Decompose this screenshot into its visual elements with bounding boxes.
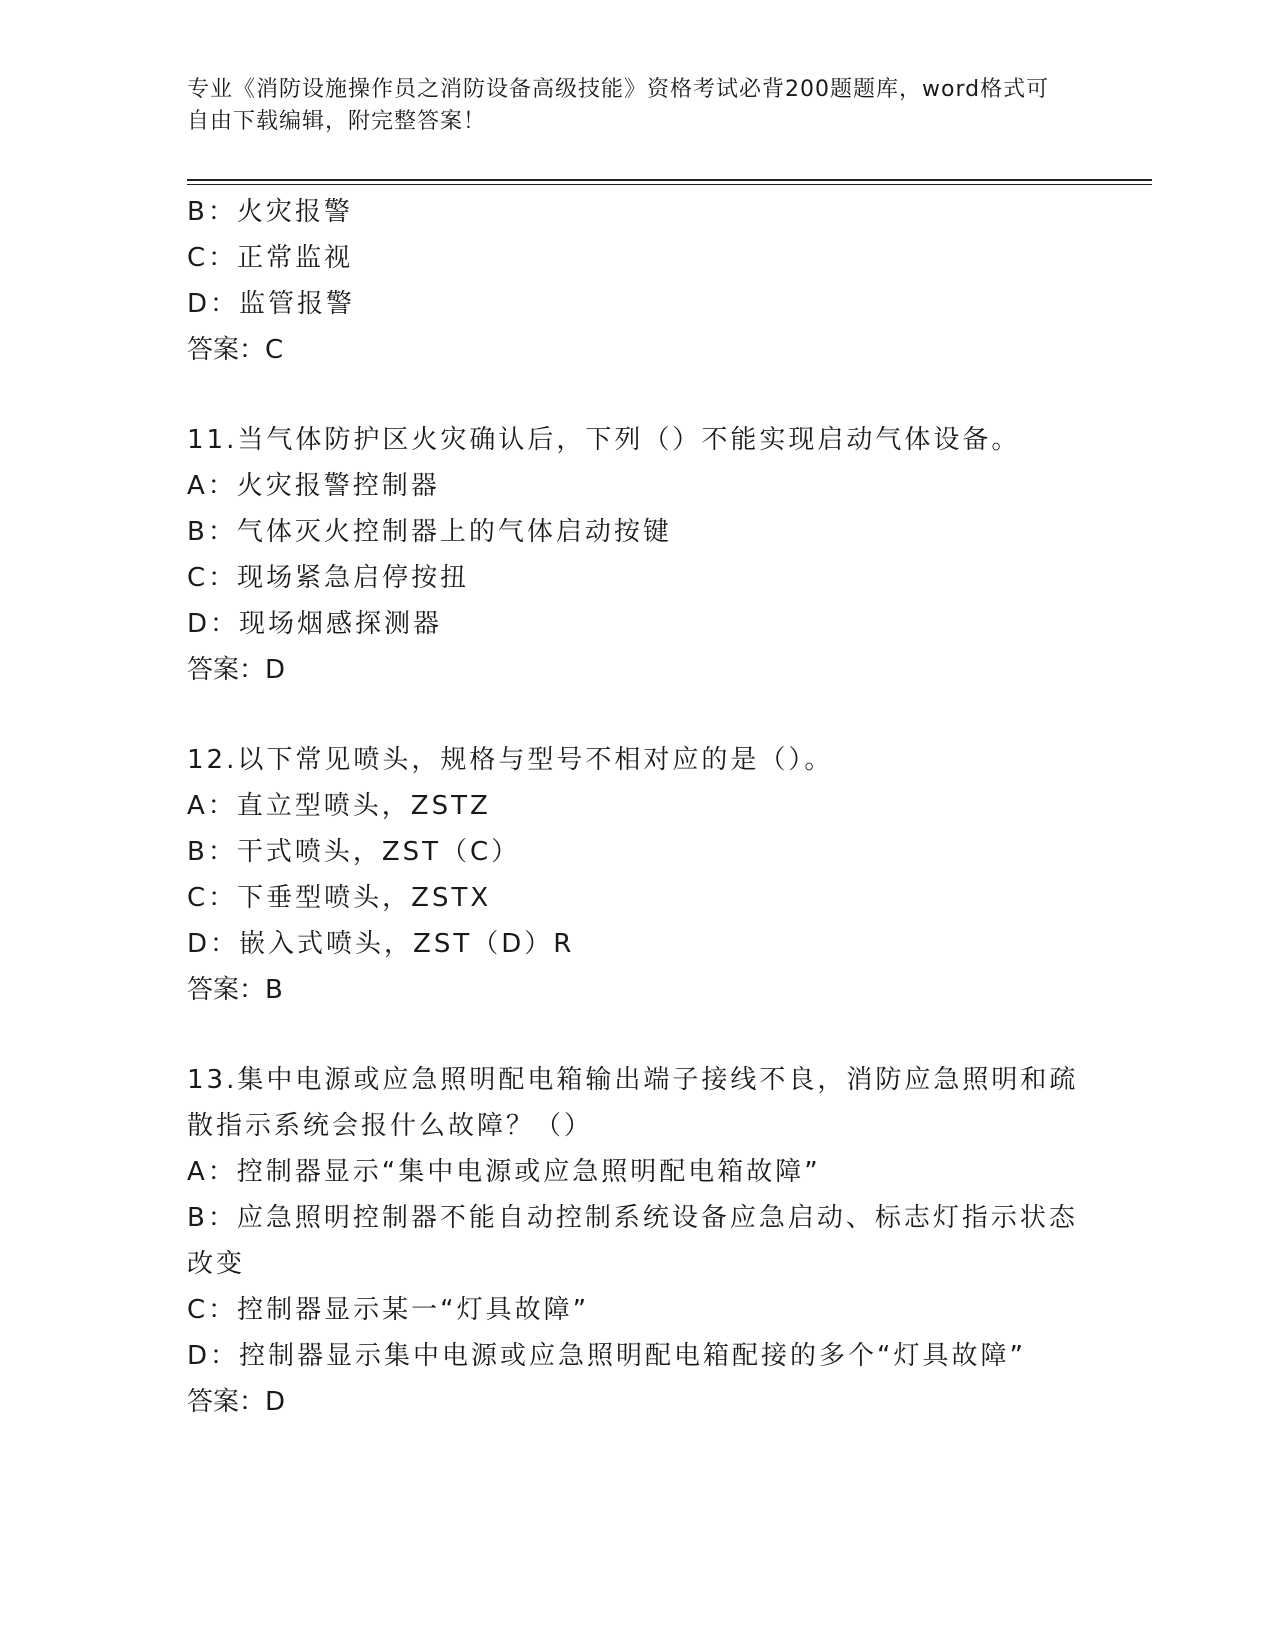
header-divider-thin — [187, 184, 1152, 185]
document-header: 专业《消防设施操作员之消防设备高级技能》资格考试必背200题题库，word格式可自由下载编辑，附完整答案！ — [187, 77, 1050, 134]
option-b: B：火灾报警 — [187, 197, 353, 227]
answer-line: 答案：C — [187, 335, 284, 365]
answer-line: 答案：D — [187, 655, 286, 685]
option-d: D：嵌入式喷头，ZST（D）R — [187, 929, 575, 959]
option-b: B：应急照明控制器不能自动控制系统设备应急启动、标志灯指示状态改变 — [187, 1203, 1078, 1279]
option-c: C：控制器显示某一“灯具故障” — [187, 1295, 590, 1325]
option-a: A：火灾报警控制器 — [187, 471, 440, 501]
option-c: C：下垂型喷头，ZSTX — [187, 883, 492, 913]
option-d: D：监管报警 — [187, 289, 356, 319]
header-divider-thick — [187, 179, 1152, 181]
question-12 — [187, 737, 1087, 1013]
option-b: B：干式喷头，ZST（C） — [187, 837, 521, 867]
question-stem: 11.当气体防护区火灾确认后，下列（）不能实现启动气体设备。 — [187, 425, 1021, 455]
answer-line: 答案：B — [187, 975, 283, 1005]
option-c: C：正常监视 — [187, 243, 354, 273]
question-stem: 13.集中电源或应急照明配电箱输出端子接线不良，消防应急照明和疏散指示系统会报什么故障？（） — [187, 1065, 1079, 1141]
question-stem: 12.以下常见喷头，规格与型号不相对应的是（）。 — [187, 745, 834, 775]
option-a: A：直立型喷头，ZSTZ — [187, 791, 491, 821]
option-d: D：控制器显示集中电源或应急照明配电箱配接的多个“灯具故障” — [187, 1341, 1026, 1371]
question-10-continued — [187, 189, 1087, 373]
question-11 — [187, 417, 1087, 693]
answer-line: 答案：D — [187, 1387, 286, 1417]
option-c: C：现场紧急启停按扭 — [187, 563, 470, 593]
option-a: A：控制器显示“集中电源或应急照明配电箱故障” — [187, 1157, 821, 1187]
document-body — [187, 189, 1087, 1425]
option-d: D：现场烟感探测器 — [187, 609, 443, 639]
question-13 — [187, 1057, 1087, 1425]
option-b: B：气体灭火控制器上的气体启动按键 — [187, 517, 672, 547]
